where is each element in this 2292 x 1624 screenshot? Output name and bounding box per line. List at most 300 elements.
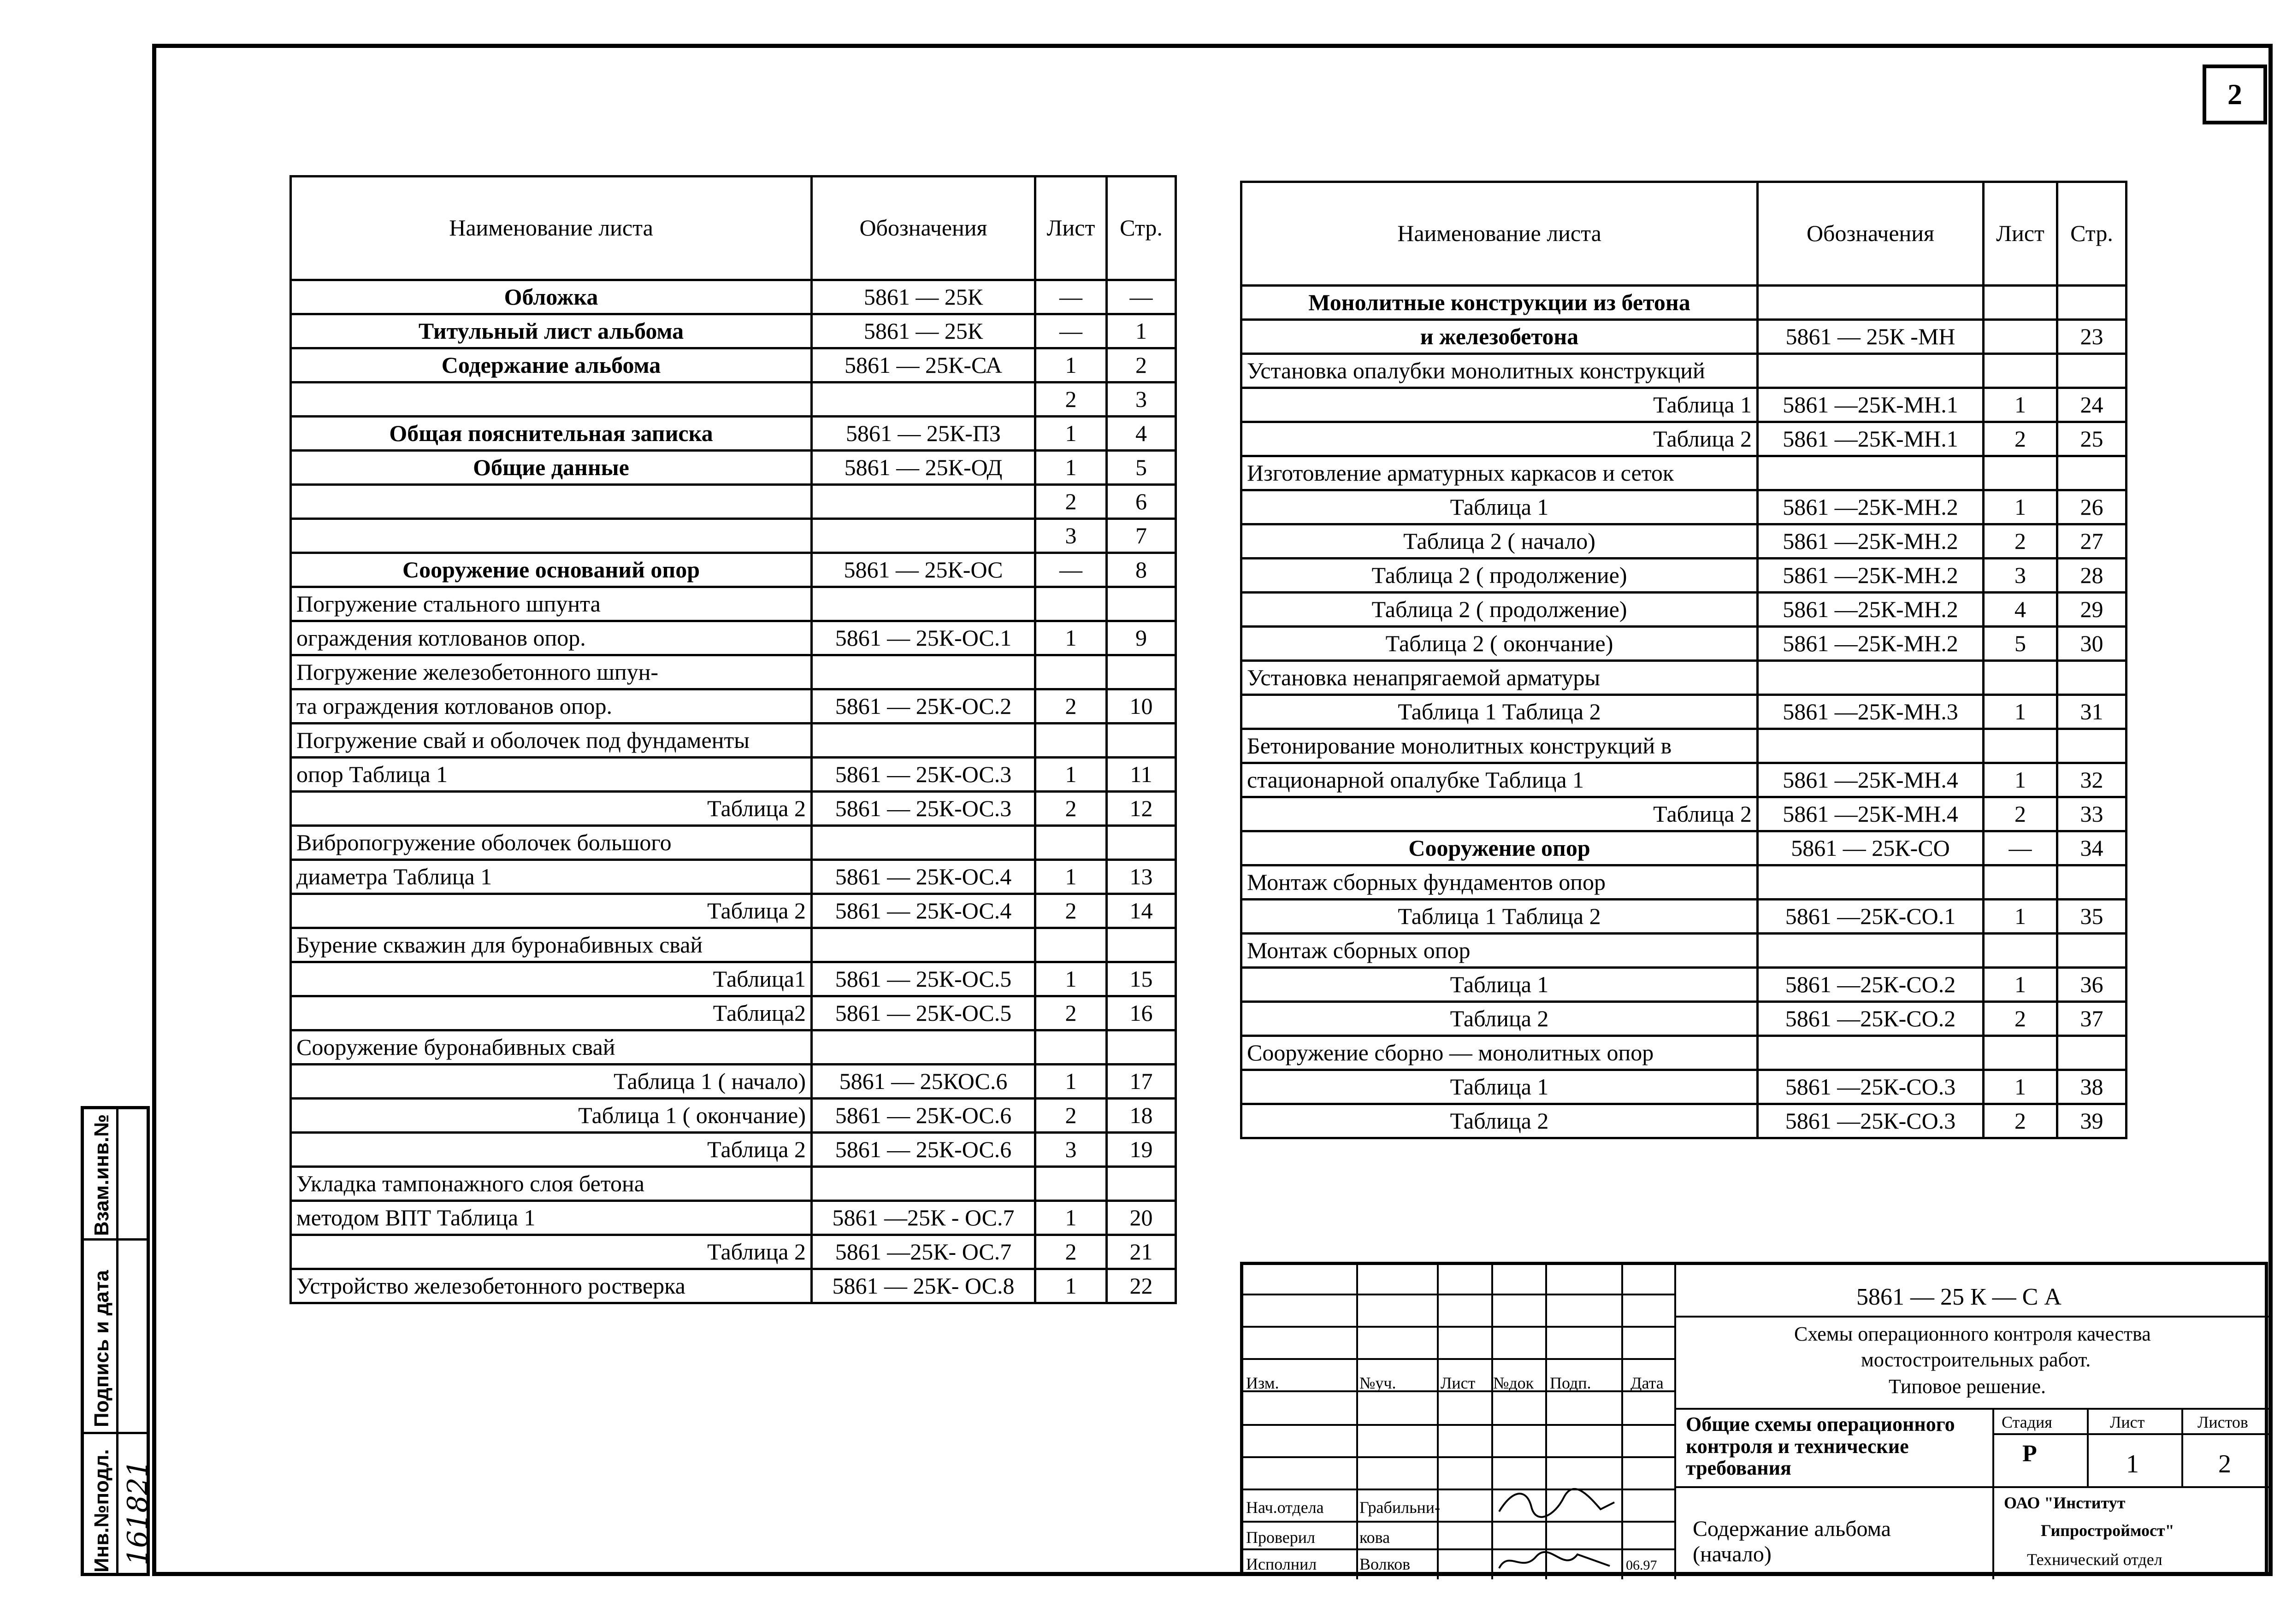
table-row — [1241, 797, 2127, 831]
cell-name: Вибропогружение оболочек большого — [291, 826, 812, 860]
sheets-value: 2 — [2218, 1450, 2231, 1478]
cell-name: Погружение железобетонного шпун- — [291, 655, 812, 689]
cell-designation: 5861 — 25К- ОС.8 — [812, 1269, 1035, 1303]
table-row — [291, 621, 1176, 655]
name-checked: кова — [1359, 1528, 1390, 1547]
cell-name: Общая пояснительная записка — [291, 417, 812, 451]
contents-table-right — [1240, 181, 2127, 1139]
cell-name: Устройство железобетонного ростверка — [291, 1269, 812, 1303]
cell-name: Таблица 1 — [1241, 968, 1758, 1002]
table-row — [291, 519, 1176, 553]
table-row — [291, 1030, 1176, 1065]
cell-name: Сооружение сборно — монолитных опор — [1241, 1036, 1758, 1070]
cell-sheet: — — [1035, 553, 1107, 587]
cell-page: — — [1107, 280, 1176, 314]
cell-designation: 5861 — 25К-ОД — [812, 451, 1035, 485]
cell-sheet: — — [1984, 831, 2057, 865]
cell-sheet: 2 — [1035, 689, 1107, 724]
sheets-label: Листов — [2197, 1413, 2248, 1431]
cell-name: ограждения котлованов опор. — [291, 621, 812, 655]
cell-designation — [812, 1167, 1035, 1201]
grid-line — [1674, 1265, 1676, 1579]
cell-page — [2057, 934, 2127, 968]
col-ndok: №док — [1493, 1374, 1534, 1392]
cell-page — [1107, 826, 1176, 860]
table-row — [1241, 695, 2127, 729]
signature-image — [1495, 1484, 1619, 1521]
table-row — [1241, 559, 2127, 593]
cell-designation: 5861 —25К - ОС.7 — [812, 1201, 1035, 1235]
table-row — [291, 1065, 1176, 1099]
cell-page — [2057, 661, 2127, 695]
cell-page — [1107, 1030, 1176, 1065]
role-checked: Проверил — [1246, 1528, 1315, 1547]
org-line2: Гипростроймост" — [2041, 1521, 2174, 1540]
sheet-label: Лист — [2110, 1413, 2145, 1431]
cell-designation — [812, 1030, 1035, 1065]
cell-name: Изготовление арматурных каркасов и сеток — [1241, 456, 1758, 490]
cell-name: Таблица 1 ( начало) — [291, 1065, 812, 1099]
cell-designation: 5861 — 25К-ПЗ — [812, 417, 1035, 451]
role-executed: Исполнил — [1246, 1555, 1317, 1573]
table-row — [291, 724, 1176, 758]
cell-designation: 5861 —25К- ОС.7 — [812, 1235, 1035, 1269]
table-row — [291, 382, 1176, 417]
cell-sheet: 2 — [1984, 797, 2057, 831]
cell-page — [1107, 655, 1176, 689]
cell-designation: 5861 — 25К-ОС.1 — [812, 621, 1035, 655]
cell-name: Таблица 1 — [1241, 388, 1758, 422]
cell-sheet: 1 — [1035, 758, 1107, 792]
cell-sheet: 1 — [1035, 1269, 1107, 1303]
cell-designation: 5861 —25К-МН.3 — [1758, 695, 1984, 729]
cell-sheet: 3 — [1035, 1133, 1107, 1167]
cell-designation — [812, 826, 1035, 860]
table-row — [291, 314, 1176, 348]
date-executed: 06.97 — [1626, 1558, 1657, 1573]
grid-line — [1243, 1521, 1674, 1523]
cell-name: Сооружение опор — [1241, 831, 1758, 865]
col-izm: Изм. — [1246, 1374, 1279, 1392]
table-row — [1241, 865, 2127, 900]
cell-name: Бурение скважин для буронабивных свай — [291, 928, 812, 962]
cell-sheet: 1 — [1984, 763, 2057, 797]
header-designation: Обозначения — [812, 177, 1035, 280]
cell-sheet: 1 — [1035, 962, 1107, 996]
cell-designation: 5861 —25К-МН.4 — [1758, 797, 1984, 831]
name-head: Грабильни- — [1359, 1498, 1441, 1517]
cell-designation: 5861 — 25К-ОС.3 — [812, 792, 1035, 826]
cell-page: 18 — [1107, 1099, 1176, 1133]
cell-designation: 5861 — 25КОС.6 — [812, 1065, 1035, 1099]
cell-page: 34 — [2057, 831, 2127, 865]
cell-page: 5 — [1107, 451, 1176, 485]
contents-table-left — [289, 175, 1177, 1304]
cell-sheet — [1035, 724, 1107, 758]
cell-designation: 5861 — 25К-ОС.5 — [812, 962, 1035, 996]
cell-page: 37 — [2057, 1002, 2127, 1036]
cell-page — [1107, 587, 1176, 621]
cell-name: Таблица 2 — [1241, 422, 1758, 456]
grid-line — [1243, 1456, 1674, 1458]
table-row — [1241, 354, 2127, 388]
cell-designation: 5861 —25К-СО.2 — [1758, 1002, 1984, 1036]
cell-name: та ограждения котлованов опор. — [291, 689, 812, 724]
cell-name: Таблица 2 ( окончание) — [1241, 627, 1758, 661]
cell-name: Титульный лист альбома — [291, 314, 812, 348]
cell-designation: 5861 — 25К-ОС — [812, 553, 1035, 587]
cell-name: Установка опалубки монолитных конструкций — [1241, 354, 1758, 388]
cell-sheet: — — [1035, 314, 1107, 348]
cell-name: Таблица 1 — [1241, 1070, 1758, 1104]
inventory-number: 161821 — [122, 1459, 154, 1565]
cell-name: Таблица 2 — [291, 1133, 812, 1167]
cell-name: Сооружение оснований опор — [291, 553, 812, 587]
table-row — [291, 417, 1176, 451]
cell-sheet — [1984, 934, 2057, 968]
grid-line — [1992, 1433, 2269, 1435]
cell-designation: 5861 —25К-МН.2 — [1758, 627, 1984, 661]
org-line3: Технический отдел — [2027, 1550, 2162, 1569]
cell-page: 9 — [1107, 621, 1176, 655]
cell-designation — [812, 382, 1035, 417]
cell-page: 32 — [2057, 763, 2127, 797]
cell-sheet: 1 — [1035, 1201, 1107, 1235]
cell-name: Погружение стального шпунта — [291, 587, 812, 621]
cell-name: Таблица 1 Таблица 2 — [1241, 900, 1758, 934]
cell-name: методом ВПТ Таблица 1 — [291, 1201, 812, 1235]
cell-sheet: 2 — [1984, 524, 2057, 559]
cell-sheet: 1 — [1035, 451, 1107, 485]
table-row — [1241, 593, 2127, 627]
cell-designation — [1758, 934, 1984, 968]
cell-designation: 5861 — 25К-СО — [1758, 831, 1984, 865]
cell-designation: 5861 — 25К-ОС.6 — [812, 1099, 1035, 1133]
table-row — [291, 553, 1176, 587]
cell-designation — [1758, 286, 1984, 320]
table-row — [291, 1133, 1176, 1167]
cell-sheet: 4 — [1984, 593, 2057, 627]
title-block — [1240, 1262, 2268, 1576]
label-vzam: Взам.инв.№ — [90, 1114, 113, 1236]
table-row — [291, 1201, 1176, 1235]
grid-line — [1243, 1358, 1674, 1360]
cell-sheet — [1984, 354, 2057, 388]
cell-sheet — [1035, 1030, 1107, 1065]
grid-line — [1545, 1265, 1547, 1579]
cell-page: 24 — [2057, 388, 2127, 422]
cell-name: Сооружение буронабивных свай — [291, 1030, 812, 1065]
cell-page: 16 — [1107, 996, 1176, 1030]
cell-designation: 5861 —25К-СО.3 — [1758, 1070, 1984, 1104]
cell-sheet — [1035, 826, 1107, 860]
table-row — [291, 894, 1176, 928]
col-data: Дата — [1630, 1374, 1664, 1392]
cell-page: 23 — [2057, 320, 2127, 354]
cell-designation — [812, 485, 1035, 519]
table-row — [291, 655, 1176, 689]
cell-sheet — [1035, 655, 1107, 689]
cell-designation: 5861 —25К-СО.2 — [1758, 968, 1984, 1002]
cell-page: 21 — [1107, 1235, 1176, 1269]
cell-sheet: 1 — [1984, 900, 2057, 934]
cell-name: Установка ненапрягаемой арматуры — [1241, 661, 1758, 695]
table-row — [1241, 524, 2127, 559]
cell-name — [291, 382, 812, 417]
cell-designation — [1758, 354, 1984, 388]
album-title-line1: Схемы операционного контроля качества — [1794, 1323, 2151, 1345]
cell-name: Таблица 2 — [291, 792, 812, 826]
cell-sheet: 1 — [1984, 695, 2057, 729]
cell-name: опор Таблица 1 — [291, 758, 812, 792]
cell-name: Таблица 2 — [1241, 797, 1758, 831]
cell-page — [2057, 1036, 2127, 1070]
cell-designation: 5861 —25К-МН.2 — [1758, 524, 1984, 559]
cell-name — [291, 485, 812, 519]
table-row — [291, 1235, 1176, 1269]
cell-page: 36 — [2057, 968, 2127, 1002]
album-title-line2: мостостроительных работ. — [1861, 1348, 2091, 1371]
cell-sheet: 2 — [1035, 1235, 1107, 1269]
cell-sheet — [1035, 1167, 1107, 1201]
table-row — [1241, 490, 2127, 524]
sheet-value: 1 — [2126, 1450, 2139, 1478]
cell-page: 4 — [1107, 417, 1176, 451]
cell-designation: 5861 — 25К-ОС.5 — [812, 996, 1035, 1030]
table-row — [291, 587, 1176, 621]
cell-page: 15 — [1107, 962, 1176, 996]
cell-name: Погружение свай и оболочек под фундаменты — [291, 724, 812, 758]
cell-designation — [812, 587, 1035, 621]
cell-page: 3 — [1107, 382, 1176, 417]
cell-name: Обложка — [291, 280, 812, 314]
cell-designation: 5861 — 25К — [812, 280, 1035, 314]
cell-sheet: 1 — [1035, 860, 1107, 894]
cell-page — [1107, 724, 1176, 758]
sheet-number: 2 — [2203, 65, 2267, 124]
table-row — [1241, 1036, 2127, 1070]
cell-name: Таблица 2 ( начало) — [1241, 524, 1758, 559]
cell-designation: 5861 —25К-МН.2 — [1758, 593, 1984, 627]
cell-name: Таблица 1 ( окончание) — [291, 1099, 812, 1133]
cell-designation — [1758, 865, 1984, 900]
grid-line — [1243, 1326, 1674, 1328]
cell-sheet: 2 — [1035, 485, 1107, 519]
cell-designation: 5861 — 25К — [812, 314, 1035, 348]
cell-page: 12 — [1107, 792, 1176, 826]
cell-designation: 5861 —25К-МН.1 — [1758, 422, 1984, 456]
signature-image — [1495, 1545, 1619, 1577]
cell-sheet — [1984, 865, 2057, 900]
grid-line — [1437, 1265, 1439, 1579]
cell-sheet: 5 — [1984, 627, 2057, 661]
table-row — [1241, 900, 2127, 934]
cell-designation: 5861 — 25К-ОС.3 — [812, 758, 1035, 792]
grid-line — [1674, 1408, 2269, 1410]
cell-name: Монолитные конструкции из бетона — [1241, 286, 1758, 320]
table-row — [291, 1269, 1176, 1303]
stage-label: Стадия — [2002, 1413, 2052, 1431]
cell-page: 6 — [1107, 485, 1176, 519]
table-row — [291, 1099, 1176, 1133]
cell-designation: 5861 — 25К -МН — [1758, 320, 1984, 354]
cell-designation: 5861 —25К-МН.2 — [1758, 490, 1984, 524]
cell-name: Таблица 2 — [1241, 1002, 1758, 1036]
table-row — [291, 758, 1176, 792]
cell-sheet: 2 — [1035, 792, 1107, 826]
header-name: Наименование листа — [1241, 182, 1758, 286]
table-row — [291, 1167, 1176, 1201]
cell-page: 14 — [1107, 894, 1176, 928]
cell-page: 13 — [1107, 860, 1176, 894]
table-row — [291, 348, 1176, 382]
cell-name: Общие данные — [291, 451, 812, 485]
cell-designation: 5861 —25К-МН.1 — [1758, 388, 1984, 422]
cell-name: Бетонирование монолитных конструкций в — [1241, 729, 1758, 763]
table-row — [1241, 831, 2127, 865]
header-page: Стр. — [2057, 182, 2127, 286]
cell-sheet: 2 — [1035, 1099, 1107, 1133]
cell-name: и железобетона — [1241, 320, 1758, 354]
header-sheet: Лист — [1984, 182, 2057, 286]
cell-designation: 5861 — 25К-ОС.4 — [812, 860, 1035, 894]
cell-sheet: 2 — [1984, 422, 2057, 456]
side-stamp — [81, 1106, 154, 1576]
cell-page: 26 — [2057, 490, 2127, 524]
cell-name: диаметра Таблица 1 — [291, 860, 812, 894]
cell-designation — [812, 724, 1035, 758]
cell-sheet: 1 — [1035, 1065, 1107, 1099]
cell-page: 8 — [1107, 553, 1176, 587]
cell-page: 39 — [2057, 1104, 2127, 1138]
col-nuch: №уч. — [1359, 1374, 1396, 1392]
cell-sheet: 1 — [1035, 417, 1107, 451]
cell-designation: 5861 —25К-СО.1 — [1758, 900, 1984, 934]
cell-name: Таблица 1 — [1241, 490, 1758, 524]
side-stamp-divider — [84, 1238, 147, 1241]
cell-name: Таблица1 — [291, 962, 812, 996]
cell-designation: 5861 —25К-МН.2 — [1758, 559, 1984, 593]
cell-name: стационарной опалубке Таблица 1 — [1241, 763, 1758, 797]
cell-name: Таблица 2 ( продолжение) — [1241, 593, 1758, 627]
table-row — [1241, 763, 2127, 797]
cell-page: 25 — [2057, 422, 2127, 456]
col-podp: Подп. — [1550, 1374, 1591, 1392]
cell-sheet: 2 — [1035, 382, 1107, 417]
document-title: Содержание альбома (начало) — [1693, 1517, 1891, 1567]
cell-designation — [812, 928, 1035, 962]
name-executed: Волков — [1359, 1555, 1411, 1573]
table-row — [1241, 286, 2127, 320]
table-row — [1241, 627, 2127, 661]
table-row — [1241, 1002, 2127, 1036]
cell-sheet: 1 — [1984, 490, 2057, 524]
cell-sheet: 1 — [1035, 348, 1107, 382]
cell-page: 17 — [1107, 1065, 1176, 1099]
label-podpis: Подпись и дата — [90, 1270, 113, 1427]
header-sheet: Лист — [1035, 177, 1107, 280]
cell-page: 38 — [2057, 1070, 2127, 1104]
cell-designation — [812, 519, 1035, 553]
cell-page — [1107, 1167, 1176, 1201]
cell-designation — [1758, 1036, 1984, 1070]
cell-name: Таблица 1 Таблица 2 — [1241, 695, 1758, 729]
cell-sheet: — — [1035, 280, 1107, 314]
table-row — [291, 485, 1176, 519]
cell-designation: 5861 — 25К-ОС.4 — [812, 894, 1035, 928]
cell-page: 35 — [2057, 900, 2127, 934]
table-row — [1241, 729, 2127, 763]
label-inv-podl: Инв.№подл. — [90, 1449, 113, 1572]
cell-page: 31 — [2057, 695, 2127, 729]
cell-page: 19 — [1107, 1133, 1176, 1167]
side-stamp-divider — [84, 1432, 147, 1434]
cell-name: Таблица 2 — [291, 894, 812, 928]
cell-designation: 5861 — 25К-ОС.6 — [812, 1133, 1035, 1167]
table-row — [291, 996, 1176, 1030]
table-row — [1241, 1104, 2127, 1138]
cell-name: Таблица2 — [291, 996, 812, 1030]
grid-line — [1674, 1486, 2269, 1488]
grid-line — [2181, 1408, 2183, 1486]
cell-page: 28 — [2057, 559, 2127, 593]
document-code: 5861 — 25 К — С А — [1856, 1284, 2062, 1310]
role-head: Нач.отдела — [1246, 1498, 1324, 1517]
cell-sheet — [1984, 456, 2057, 490]
table-row — [1241, 968, 2127, 1002]
cell-sheet: 1 — [1984, 388, 2057, 422]
cell-designation: 5861 —25К-СО.3 — [1758, 1104, 1984, 1138]
table-row — [291, 826, 1176, 860]
cell-sheet: 1 — [1984, 1070, 2057, 1104]
cell-sheet: 3 — [1984, 559, 2057, 593]
table-row — [291, 962, 1176, 996]
col-list: Лист — [1441, 1374, 1476, 1392]
cell-designation — [1758, 456, 1984, 490]
cell-sheet: 3 — [1035, 519, 1107, 553]
cell-name: Содержание альбома — [291, 348, 812, 382]
table-row — [291, 860, 1176, 894]
grid-line — [1243, 1294, 1674, 1295]
cell-page: 22 — [1107, 1269, 1176, 1303]
cell-sheet: 2 — [1984, 1002, 2057, 1036]
grid-line — [1243, 1424, 1674, 1426]
cell-name: Монтаж сборных фундаментов опор — [1241, 865, 1758, 900]
table-row — [291, 280, 1176, 314]
org-line1: ОАО "Институт — [2004, 1494, 2126, 1512]
grid-line — [2087, 1408, 2089, 1486]
table-row — [1241, 422, 2127, 456]
cell-sheet — [1035, 928, 1107, 962]
cell-sheet — [1984, 1036, 2057, 1070]
section-name: Общие схемы операционного контроля и технические требования — [1686, 1413, 1955, 1480]
cell-page: 2 — [1107, 348, 1176, 382]
cell-page — [1107, 928, 1176, 962]
cell-designation: 5861 — 25К-СА — [812, 348, 1035, 382]
table-row — [1241, 934, 2127, 968]
table-header-row — [1241, 182, 2127, 286]
cell-designation: 5861 — 25К-ОС.2 — [812, 689, 1035, 724]
cell-page: 33 — [2057, 797, 2127, 831]
cell-name: Таблица 2 — [1241, 1104, 1758, 1138]
cell-page — [2057, 354, 2127, 388]
table-row — [1241, 661, 2127, 695]
album-title-line3: Типовое решение. — [1889, 1375, 2046, 1398]
cell-sheet: 1 — [1984, 968, 2057, 1002]
stage-value: Р — [2022, 1441, 2037, 1467]
grid-line — [1674, 1316, 2269, 1318]
cell-name: Монтаж сборных опор — [1241, 934, 1758, 968]
